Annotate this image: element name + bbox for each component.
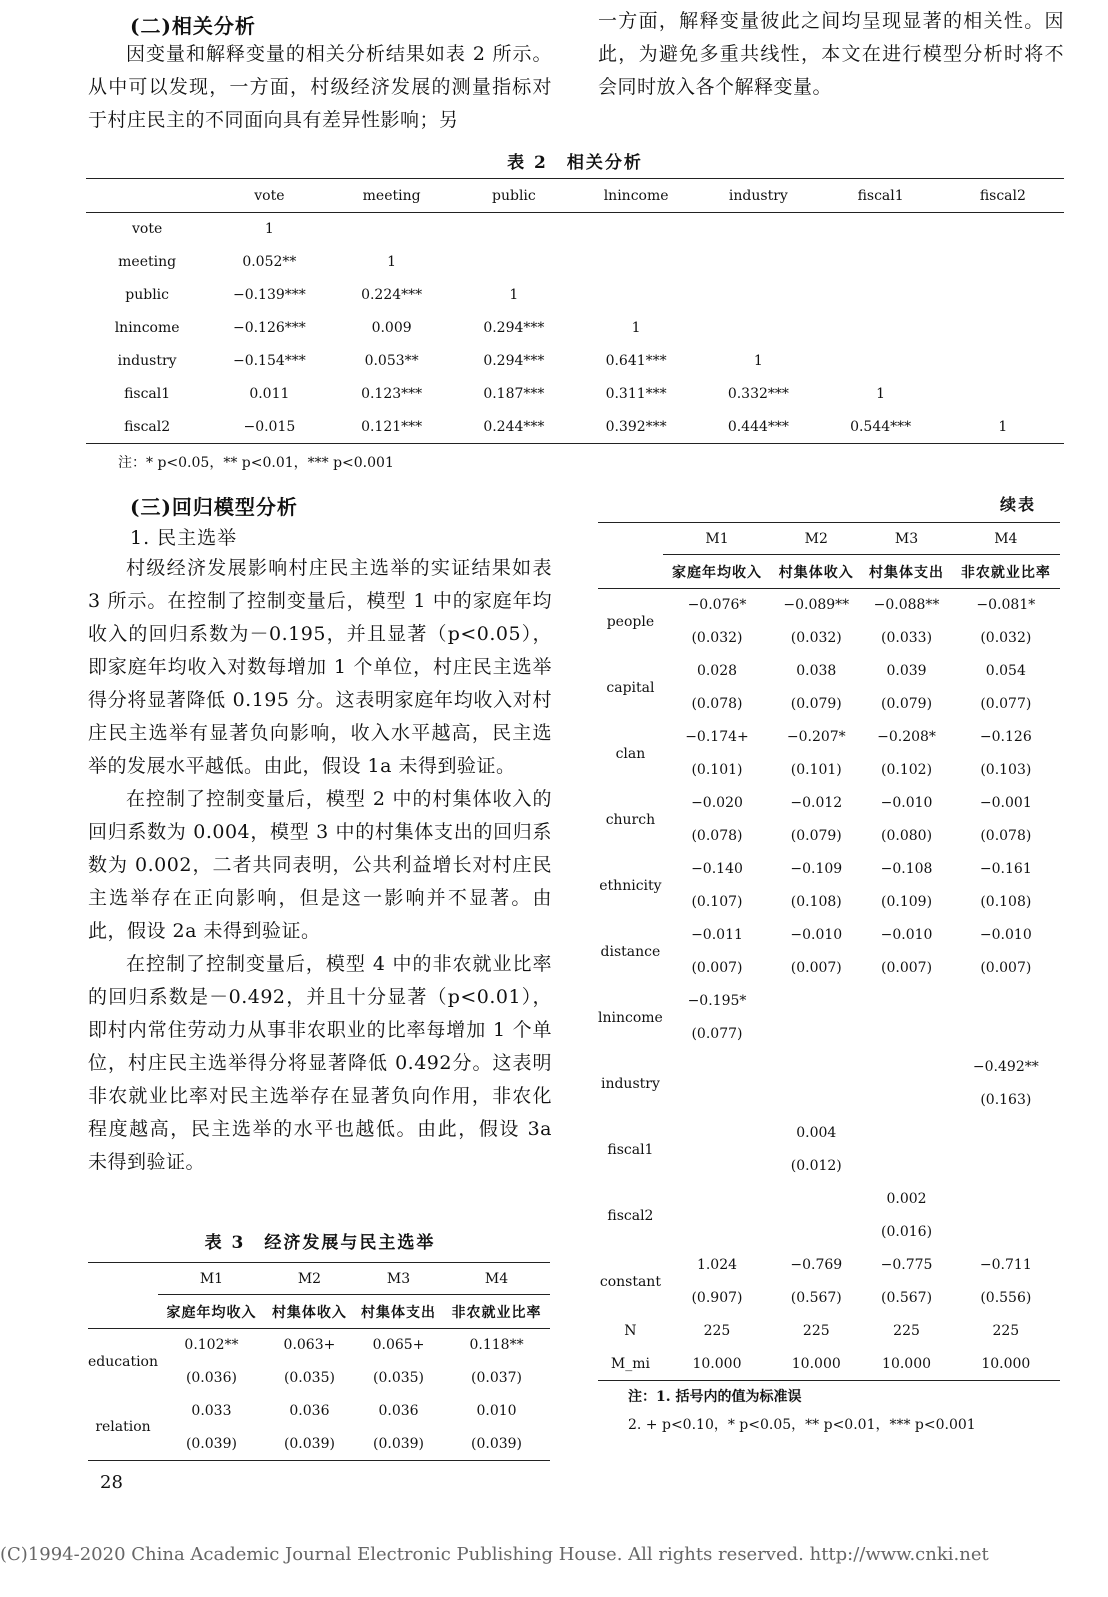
coef-cell: 0.010: [476, 1403, 517, 1419]
table-cell: 0.294***: [483, 320, 545, 336]
coef-cell: −0.020: [691, 795, 743, 811]
coef-cell: [861, 1117, 951, 1150]
row-label: clan: [615, 745, 646, 762]
table-cell: 0.294***: [483, 353, 545, 369]
table3c-sub-header: 非农就业比率: [952, 555, 1060, 589]
coef-cell: [771, 1051, 861, 1084]
table-cell: 0.544***: [850, 418, 912, 435]
table3-sub-header: 非农就业比率: [443, 1295, 550, 1329]
table-cell: −0.015: [243, 418, 296, 435]
table-cell: [820, 345, 942, 378]
table-cell: [575, 279, 697, 312]
table3-sub-row: [88, 1295, 550, 1329]
table-cell: [942, 378, 1064, 411]
table-cell: [942, 213, 1064, 246]
table2-corner: [86, 179, 208, 213]
se-cell: (0.039): [471, 1435, 523, 1452]
table-cell: 0.009: [371, 320, 412, 336]
coef-cell: −0.492**: [972, 1059, 1039, 1075]
table-cell: [820, 279, 942, 312]
coef-cell: 0.063+: [283, 1337, 336, 1354]
coef-cell: [771, 1183, 861, 1216]
table-cell: 1: [264, 221, 274, 238]
table3-model-header: M2: [297, 1270, 322, 1287]
coef-cell: 0.065+: [372, 1337, 425, 1354]
coef-cell: −0.208*: [877, 729, 936, 745]
row-label: vote: [132, 221, 163, 238]
table3-sub-header: 家庭年均收入: [158, 1295, 265, 1329]
intro-paragraph-right: 一方面，解释变量彼此之间均呈现显著的相关性。因此，为避免多重共线性，本文在进行模型分析时将不会同时放入各个解释变量。: [598, 10, 1064, 98]
table3-model-row: [88, 1263, 550, 1295]
table-cell: [820, 213, 942, 246]
coef-cell: 0.118**: [469, 1337, 524, 1354]
paragraph: 在控制了控制变量后，模型 4 中的非农就业比率的回归系数是－0.492，并且十分显著（p<0.01），即村内常住劳动力从事非农职业的比率每增加 1 个单位，村庄民主选举得分将显著降低 0.492分。这表明非农就业比率对民主选举存在显著负向作用，非农化程度越高，民主选举的水平也越低。由此，假设 3a 未得到验证。: [88, 953, 552, 1173]
se-cell: (0.035): [373, 1370, 425, 1386]
coef-cell: 0.038: [796, 663, 837, 679]
table-row: [86, 312, 1064, 345]
se-cell: (0.078): [691, 828, 743, 844]
table3-cont-caption: 续表: [1000, 495, 1037, 514]
se-cell: [771, 1084, 861, 1117]
coef-row: [88, 1395, 550, 1428]
coef-cell: 0.102**: [184, 1337, 239, 1354]
row-label: distance: [600, 943, 661, 960]
row-label: fiscal2: [607, 1207, 654, 1224]
coef-row: [598, 655, 1060, 688]
table-row: [86, 378, 1064, 411]
table-cell: 0.123***: [361, 386, 423, 402]
se-cell: (0.103): [980, 762, 1032, 778]
table3c-sub-row: [598, 555, 1060, 589]
se-cell: [663, 1084, 771, 1117]
coef-cell: 0.004: [796, 1125, 837, 1141]
se-cell: (0.016): [881, 1224, 933, 1240]
row-label: industry: [117, 353, 177, 369]
table-cell: 0.244***: [483, 418, 545, 435]
table-cell: 1: [876, 386, 886, 402]
table3c-corner-sub: [598, 555, 663, 589]
se-cell: (0.007): [691, 960, 743, 976]
se-row: [88, 1428, 550, 1461]
table-cell: [331, 213, 453, 246]
table3c-sub-header: 家庭年均收入: [663, 555, 771, 589]
row-label: M_mi: [610, 1355, 650, 1372]
se-cell: (0.079): [790, 828, 842, 844]
table-cell: −0.154***: [232, 353, 306, 369]
se-cell: [771, 1216, 861, 1249]
table3c-note-2: 2. + p<0.10，* p<0.05，** p<0.01，*** p<0.001: [628, 1417, 976, 1433]
table3-sub-header: 村集体支出: [354, 1295, 443, 1329]
row-label: church: [605, 811, 656, 828]
table-cell: [453, 213, 575, 246]
se-row: [598, 886, 1060, 919]
coef-row: [88, 1329, 550, 1362]
coef-cell: −0.140: [691, 861, 743, 877]
table-row: [86, 279, 1064, 312]
se-row: [598, 1084, 1060, 1117]
se-cell: (0.032): [980, 630, 1032, 646]
table-cell: [942, 312, 1064, 345]
se-cell: (0.078): [980, 828, 1032, 844]
se-cell: (0.107): [691, 894, 743, 910]
se-row: [598, 952, 1060, 985]
table3-model-header: M1: [199, 1270, 224, 1287]
se-row: [598, 1150, 1060, 1183]
subsection-heading-election: 1. 民主选举: [130, 527, 238, 549]
paragraph: 村级经济发展影响村庄民主选举的实证结果如表 3 所示。在控制了控制变量后，模型 1 中的家庭年均收入的回归系数为－0.195，并且显著（p<0.05），即家庭年均收入对数每增加 1 个单位，村庄民主选举得分将显著降低 0.195 分。这表明家庭年均收入对村庄民主选举有显著负向影响，收入水平越高，民主选举的发展水平越低。由此，假设 1a 未得到验证。: [88, 557, 552, 777]
row-label: lnincome: [114, 320, 180, 336]
se-row: [598, 1282, 1060, 1315]
table-cell: [697, 279, 819, 312]
table-row: [86, 411, 1064, 444]
coef-cell: −0.089**: [783, 597, 850, 614]
row-label: constant: [599, 1273, 661, 1290]
se-cell: (0.907): [691, 1290, 743, 1306]
se-row: [598, 820, 1060, 853]
coef-cell: −0.081*: [976, 597, 1036, 614]
coef-cell: [771, 985, 861, 1018]
coef-cell: −0.010: [979, 927, 1032, 943]
table3-model-header: M4: [484, 1270, 509, 1287]
coef-row: [598, 1249, 1060, 1282]
se-cell: (0.163): [980, 1092, 1032, 1108]
coef-cell: [663, 1183, 771, 1216]
table-row: [86, 213, 1064, 246]
se-cell: [861, 1084, 951, 1117]
table2-body: [86, 213, 1064, 444]
coef-cell: −0.010: [790, 927, 843, 943]
coef-cell: −0.109: [790, 861, 843, 877]
table-cell: 0.641***: [605, 353, 667, 369]
stat-cell: 10.000: [692, 1355, 742, 1372]
stat-cell: 10.000: [791, 1355, 841, 1372]
table-cell: 1: [753, 353, 763, 369]
se-cell: (0.007): [790, 960, 842, 976]
se-row: [598, 688, 1060, 721]
table-cell: 1: [998, 418, 1008, 435]
coef-cell: 0.028: [696, 663, 738, 679]
se-cell: (0.079): [790, 696, 842, 712]
table3-corner-sub: [88, 1295, 158, 1329]
se-cell: (0.035): [283, 1370, 335, 1386]
row-label: relation: [88, 1395, 158, 1461]
table2: [86, 178, 1064, 444]
table-cell: 0.187***: [483, 386, 545, 402]
coef-cell: −0.108: [880, 861, 933, 877]
coef-row: [598, 1117, 1060, 1150]
se-cell: (0.108): [790, 894, 842, 910]
se-cell: (0.102): [881, 762, 933, 778]
table-row: [86, 345, 1064, 378]
se-cell: [663, 1216, 771, 1249]
se-cell: [861, 1018, 951, 1051]
se-cell: (0.567): [790, 1290, 842, 1306]
table-cell: −0.139***: [232, 287, 306, 303]
coef-row: [598, 787, 1060, 820]
table-cell: [575, 213, 697, 246]
se-row: [598, 754, 1060, 787]
row-label: ethnicity: [599, 877, 662, 894]
table3-corner: [88, 1263, 158, 1295]
table-cell: 0.224***: [361, 287, 423, 303]
table2-col-header: lnincome: [603, 187, 669, 204]
coef-cell: −0.775: [880, 1257, 933, 1273]
table3c-corner: [598, 523, 663, 555]
coef-row: [598, 919, 1060, 952]
table-cell: [942, 246, 1064, 279]
table3-caption: 表 3 经济发展与民主选举: [204, 1233, 436, 1253]
table-cell: [575, 246, 697, 279]
table3-model-header: M3: [386, 1270, 411, 1287]
coef-cell: 0.036: [289, 1403, 330, 1419]
coef-cell: 0.002: [886, 1191, 927, 1207]
coef-cell: −0.001: [979, 795, 1032, 811]
table-cell: [453, 246, 575, 279]
stat-row: [598, 1348, 1060, 1381]
table3c-body: [598, 589, 1060, 1381]
coef-cell: −0.161: [979, 861, 1032, 877]
coef-cell: [861, 1051, 951, 1084]
stat-cell: 225: [802, 1323, 830, 1339]
table3c-model-header: M2: [804, 530, 828, 547]
row-label: education: [88, 1353, 158, 1370]
table3c-note-1: 注：1. 括号内的值为标准误: [628, 1389, 802, 1405]
table-cell: 0.053**: [364, 353, 419, 369]
table-cell: 0.121***: [361, 418, 423, 435]
coef-cell: −0.010: [880, 795, 933, 811]
se-cell: (0.039): [283, 1435, 335, 1452]
stat-row: [598, 1315, 1060, 1348]
coef-cell: −0.012: [790, 795, 843, 811]
se-cell: [663, 1150, 771, 1183]
table-cell: [697, 312, 819, 345]
table-cell: 1: [387, 254, 397, 270]
row-label: people: [606, 613, 655, 630]
se-cell: (0.039): [185, 1435, 237, 1452]
coef-row: [598, 853, 1060, 886]
table3-body: [88, 1329, 550, 1461]
table2-col-header: fiscal2: [979, 187, 1026, 204]
se-cell: [861, 1150, 951, 1183]
table-cell: [820, 246, 942, 279]
coef-cell: −0.126: [979, 729, 1032, 745]
table2-note: 注：* p<0.05，** p<0.01，*** p<0.001: [118, 455, 394, 471]
row-label: public: [125, 287, 169, 303]
se-row: [598, 1216, 1060, 1249]
table-row: [86, 246, 1064, 279]
se-cell: (0.101): [790, 762, 842, 778]
table2-col-header: meeting: [362, 187, 421, 204]
table-cell: [942, 279, 1064, 312]
row-label: fiscal2: [124, 418, 171, 435]
coef-cell: [952, 1117, 1060, 1150]
table2-col-header: industry: [728, 187, 788, 204]
coef-row: [598, 985, 1060, 1018]
table-cell: 0.444***: [727, 418, 789, 435]
se-row: [598, 622, 1060, 655]
section-heading-regression: (三)回归模型分析: [130, 495, 298, 519]
section-heading-correlation: (二)相关分析: [130, 14, 256, 38]
se-cell: (0.037): [471, 1370, 523, 1386]
coef-cell: −0.711: [979, 1257, 1032, 1273]
table2-col-header: fiscal1: [857, 187, 904, 204]
coef-cell: −0.088**: [873, 597, 940, 614]
se-cell: (0.012): [790, 1158, 842, 1174]
coef-row: [598, 1183, 1060, 1216]
coef-row: [598, 589, 1060, 622]
table2-col-header: vote: [254, 187, 285, 204]
se-cell: (0.077): [691, 1026, 743, 1042]
coef-cell: −0.011: [691, 927, 743, 943]
table-cell: 1: [631, 320, 641, 336]
coef-cell: [663, 1117, 771, 1150]
table-cell: [697, 246, 819, 279]
table3c-model-row: [598, 523, 1060, 555]
table3-continued: [598, 522, 1060, 1381]
se-cell: (0.079): [881, 696, 933, 712]
coef-cell: [861, 985, 951, 1018]
table-cell: 0.332***: [727, 386, 789, 402]
stat-cell: 225: [703, 1323, 731, 1339]
coef-cell: −0.195*: [687, 993, 747, 1009]
coef-cell: 0.054: [985, 663, 1026, 679]
se-cell: (0.556): [980, 1290, 1032, 1306]
row-label: lnincome: [598, 1009, 663, 1026]
table-cell: 1: [509, 287, 519, 303]
coef-cell: −0.769: [790, 1257, 843, 1273]
table-cell: 0.392***: [605, 418, 667, 435]
coef-cell: −0.010: [880, 927, 933, 943]
table3c-model-header: M4: [994, 530, 1018, 547]
se-cell: [952, 1018, 1060, 1051]
table3c-sub-header: 村集体收入: [771, 555, 861, 589]
se-cell: (0.567): [881, 1290, 933, 1306]
stat-cell: 10.000: [882, 1355, 932, 1372]
coef-row: [598, 1051, 1060, 1084]
table2-col-header: public: [492, 187, 536, 204]
table-cell: [942, 345, 1064, 378]
table-cell: [820, 312, 942, 345]
se-cell: (0.077): [980, 696, 1032, 712]
table3c-model-header: M1: [705, 530, 729, 547]
intro-paragraph-left: 因变量和解释变量的相关分析结果如表 2 所示。从中可以发现，一方面，村级经济发展的测量指标对于村庄民主的不同面向具有差异性影响；另: [88, 43, 552, 131]
table-cell: −0.126***: [232, 320, 306, 336]
se-cell: (0.032): [790, 630, 842, 646]
coef-cell: −0.207*: [786, 729, 846, 745]
se-cell: [952, 1216, 1060, 1249]
coef-cell: [663, 1051, 771, 1084]
stat-cell: 10.000: [981, 1355, 1031, 1372]
se-cell: [771, 1018, 861, 1051]
se-cell: [952, 1150, 1060, 1183]
se-cell: (0.007): [881, 960, 933, 976]
coef-cell: −0.076*: [687, 597, 747, 614]
row-label: industry: [600, 1075, 660, 1092]
coef-cell: 1.024: [696, 1257, 738, 1273]
row-label: fiscal1: [607, 1141, 654, 1158]
stat-cell: 225: [992, 1323, 1020, 1339]
coef-cell: [952, 1183, 1060, 1216]
table3: [88, 1262, 550, 1461]
page-number: 28: [100, 1472, 123, 1493]
table2-caption: 表 2 相关分析: [507, 153, 643, 173]
coef-cell: −0.174+: [685, 729, 749, 745]
coef-cell: 0.036: [378, 1403, 419, 1419]
se-cell: (0.109): [881, 894, 933, 910]
se-cell: (0.032): [691, 630, 743, 646]
row-label: fiscal1: [124, 386, 171, 402]
stat-cell: 225: [893, 1323, 920, 1339]
table-cell: [697, 213, 819, 246]
se-cell: (0.036): [185, 1370, 237, 1386]
coef-cell: [952, 985, 1060, 1018]
paragraph: 在控制了控制变量后，模型 2 中的村集体收入的回归系数为 0.004，模型 3 中的村集体支出的回归系数为 0.002，二者共同表明，公共利益增长对村庄民主选举存在正向影响，但是这一影响并不显著。由此，假设 2a 未得到验证。: [88, 788, 552, 942]
se-cell: (0.108): [980, 894, 1032, 910]
se-cell: (0.101): [691, 762, 743, 778]
row-label: capital: [606, 679, 655, 696]
se-cell: (0.007): [980, 960, 1032, 976]
se-cell: (0.033): [881, 630, 933, 646]
row-label: meeting: [118, 254, 177, 270]
table3c-sub-header: 村集体支出: [861, 555, 951, 589]
se-cell: (0.078): [691, 696, 743, 712]
row-label: N: [624, 1323, 637, 1339]
table3-sub-header: 村集体收入: [265, 1295, 354, 1329]
table-cell: 0.011: [249, 386, 290, 402]
table3c-model-header: M3: [894, 530, 919, 547]
copyright-footer: (C)1994-2020 China Academic Journal Electronic Publishing House. All rights reserved. http://www.cnki.net: [0, 1544, 989, 1565]
se-cell: (0.080): [881, 828, 933, 844]
coef-cell: 0.033: [191, 1403, 232, 1419]
coef-row: [598, 721, 1060, 754]
table2-header-row: [86, 179, 1064, 213]
coef-cell: 0.039: [886, 663, 927, 679]
se-row: [598, 1018, 1060, 1051]
regression-text: [88, 552, 552, 1179]
se-cell: (0.039): [373, 1435, 425, 1452]
table-cell: 0.311***: [605, 386, 667, 402]
table-cell: 0.052**: [242, 254, 297, 270]
